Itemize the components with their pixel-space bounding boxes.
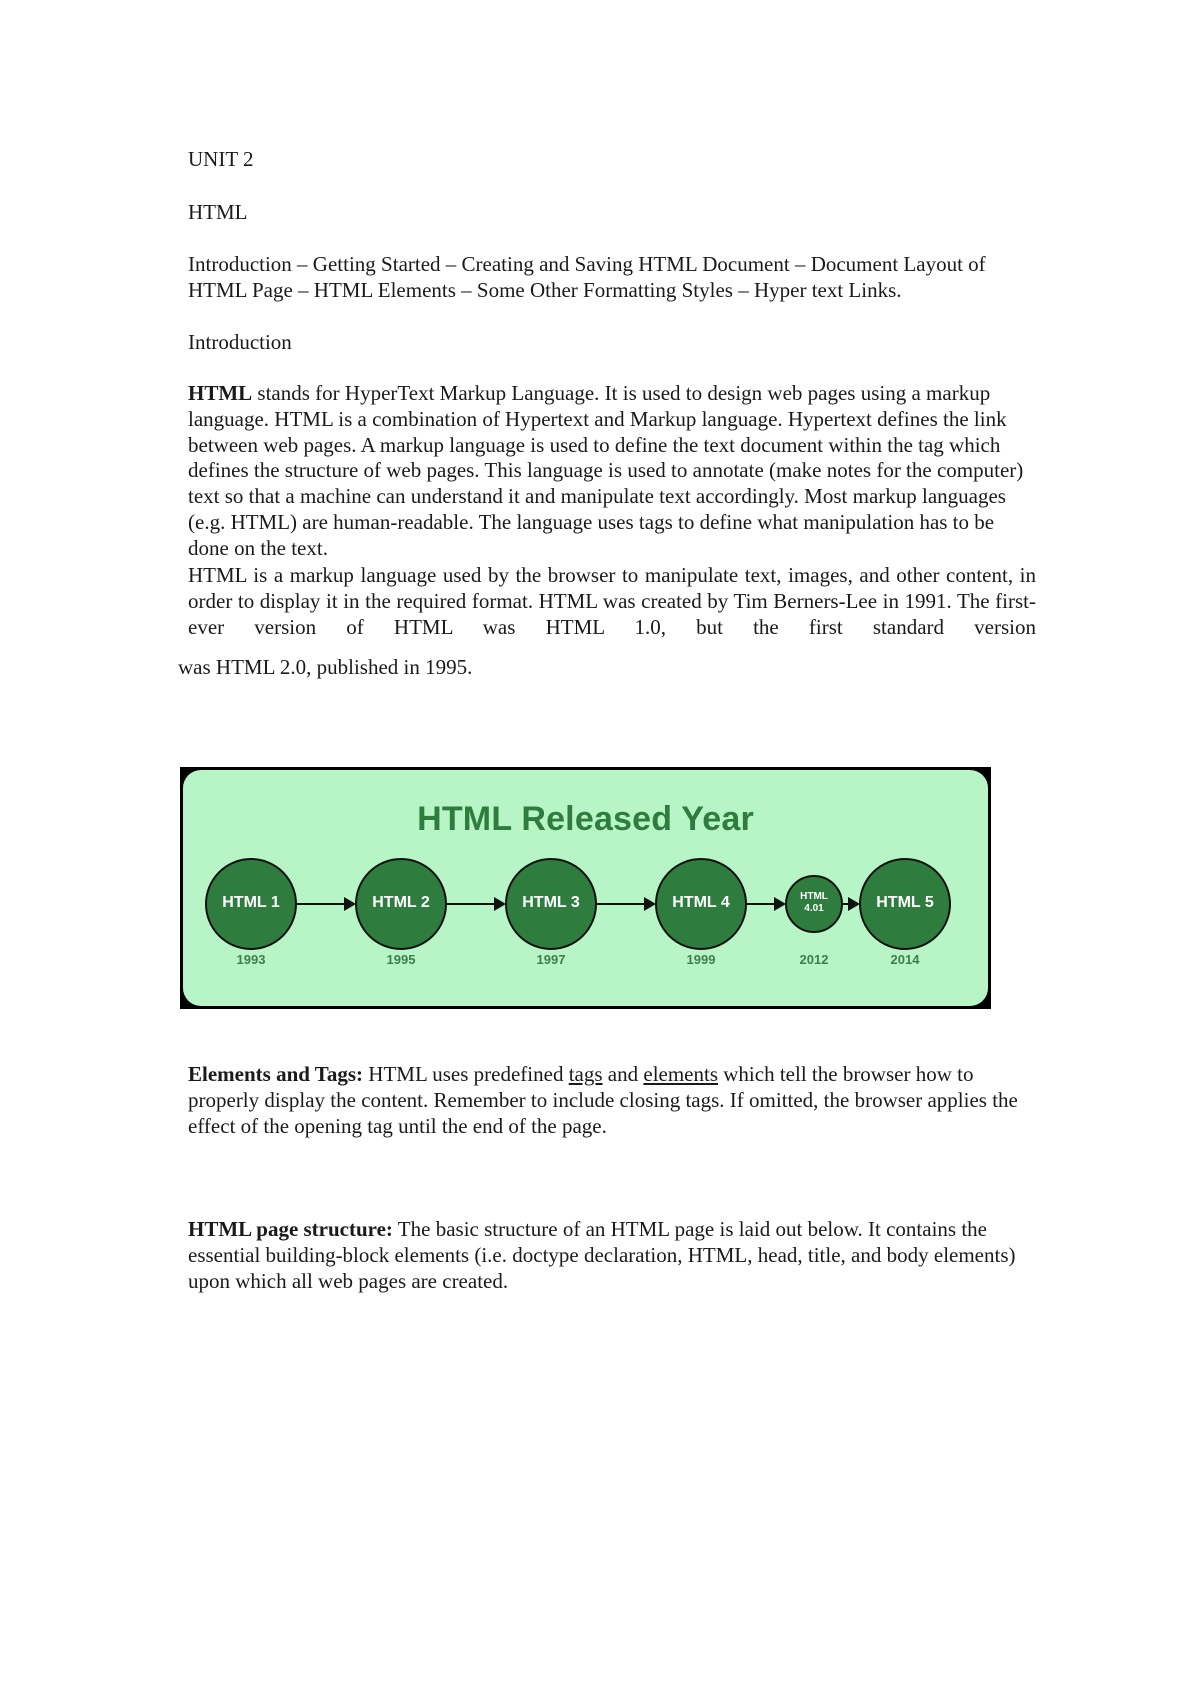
timeline-year-label: 2012 (799, 952, 829, 967)
timeline-node-label: HTML 3 (522, 894, 580, 911)
elements-tags-text-1: HTML uses predefined (363, 1062, 569, 1086)
timeline-node-label: HTML 4 (672, 894, 730, 911)
page-structure-term: HTML page structure: (188, 1217, 393, 1241)
elements-tags-text-3: which tell the browser how to properly display the content. Remember to include closing tags. If omitted, the browser applies the effect of the opening tag until the end of the page. (188, 1062, 1018, 1138)
tags-link[interactable]: tags (568, 1062, 603, 1086)
timeline-node-label: HTML 2 (372, 894, 430, 911)
html-definition-text: stands for HyperText Markup Language. It is used to design web pages using a markup language. HTML is a combination of Hypertext and Markup language. Hypertext defines the link between web pages. A markup language is used to define the text document within the tag which defines the structure of web pages. This language is used to annotate (make notes for the computer) text so that a machine can understand it and manipulate text accordingly. Most markup languages (e.g. HTML) are human-readable. The language uses tags to define what manipulation has to be done on the text. (188, 381, 1024, 560)
timeline-node-label: HTML 1 (222, 894, 280, 911)
figure-background (183, 770, 988, 1006)
timeline-node-label: HTML 5 (876, 894, 934, 911)
html-history-paragraph: HTML is a markup language used by the browser to manipulate text, images, and other content, in order to display it in the required format. HTML was created by Tim Berners-Lee in 1991. The first-ever version of HTML was HTML 1.0, but the first standard version (188, 563, 1036, 639)
elements-link[interactable]: elements (643, 1062, 719, 1086)
arrowhead-icon (848, 897, 860, 911)
elements-tags-term: Elements and Tags: (188, 1062, 364, 1086)
html-definition-paragraph (188, 381, 1036, 562)
timeline-node-label: HTML 4.01 (800, 891, 828, 914)
timeline-svg (183, 770, 988, 1006)
html-term: HTML (188, 381, 253, 405)
arrowhead-icon (774, 897, 786, 911)
timeline-year-label: 2014 (890, 952, 920, 967)
html-history-tail: was HTML 2.0, published in 1995. (178, 655, 473, 679)
page-structure-text: The basic structure of an HTML page is laid out below. It contains the essential building-block elements (i.e. doctype declaration, HTML, head, title, and body elements) upon which all web pages are created. (188, 1217, 1016, 1293)
introduction-heading: Introduction (188, 330, 292, 354)
topics-list: Introduction – Getting Started – Creating and Saving HTML Document – Document Layout of HTML Page – HTML Elements – Some Other Formatting Styles – Hyper text Links. (188, 252, 986, 302)
arrowhead-icon (644, 897, 656, 911)
elements-tags-paragraph (188, 1062, 1036, 1139)
timeline-year-label: 1999 (686, 952, 716, 967)
arrowhead-icon (494, 897, 506, 911)
timeline-year-label: 1995 (386, 952, 416, 967)
page-structure-paragraph (188, 1217, 1036, 1294)
timeline-year-label: 1997 (536, 952, 566, 967)
elements-tags-text-2: and (602, 1062, 644, 1086)
unit-title: UNIT 2 (188, 147, 254, 171)
figure-title: HTML Released Year (417, 800, 754, 838)
html-release-figure (180, 767, 991, 1009)
arrowhead-icon (344, 897, 356, 911)
timeline-year-label: 1993 (236, 952, 266, 967)
subject-title: HTML (188, 200, 248, 224)
